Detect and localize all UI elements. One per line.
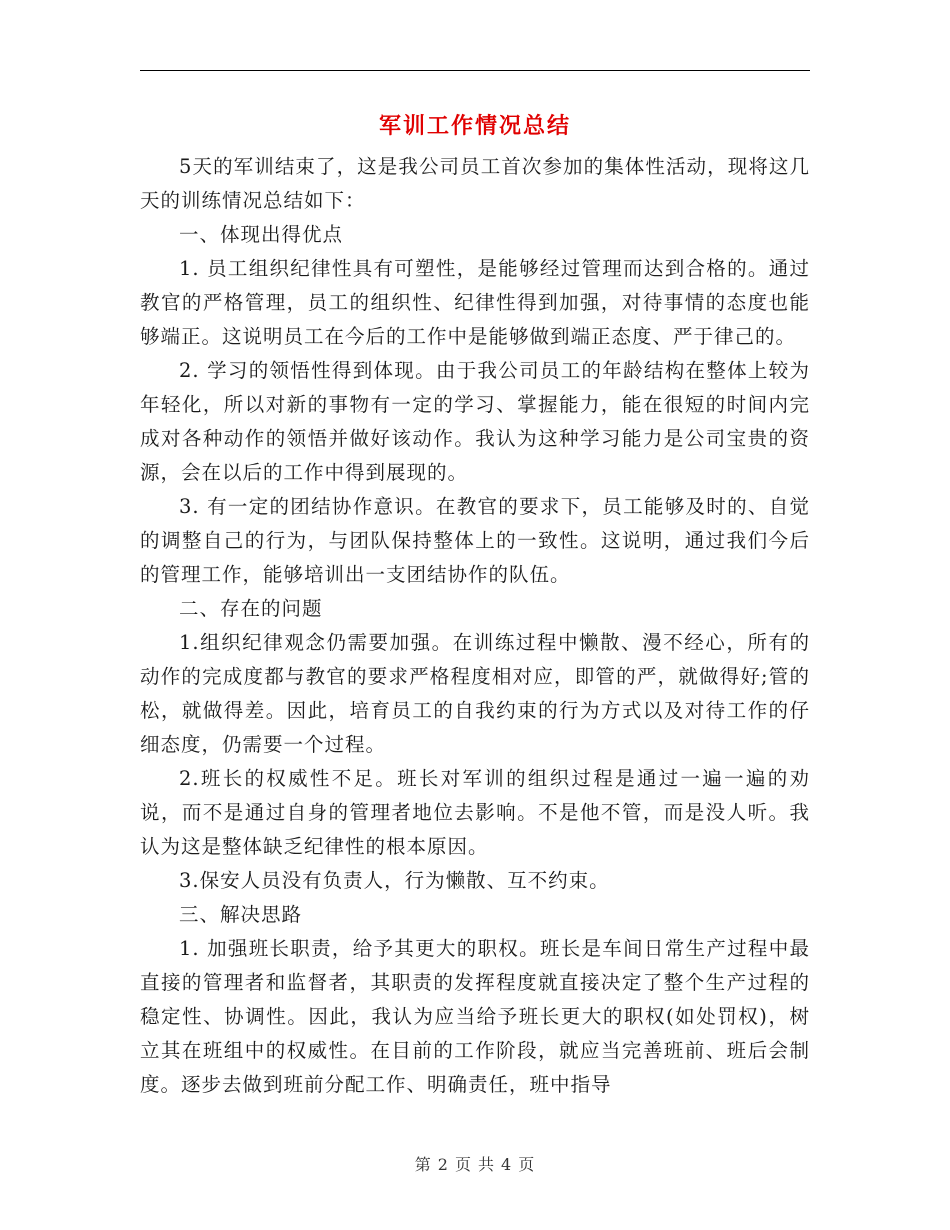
- paragraph-strength-2: 2. 学习的领悟性得到体现。由于我公司员工的年龄结构在整体上较为年轻化，所以对新的事物有一定的学习、掌握能力，能在很短的时间内完成对各种动作的领悟并做好该动作。我认为这种学习能力是公司宝贵的资源，会在以后的工作中得到展现的。: [140, 359, 810, 484]
- document-body: [140, 150, 810, 1102]
- footer-total-number: 4: [501, 1155, 513, 1174]
- paragraph-problem-2: 2.班长的权威性不足。班长对军训的组织过程是通过一遍一遍的劝说，而不是通过自身的管理者地位去影响。不是他不管，而是没人听。我认为这是整体缺乏纪律性的根本原因。: [140, 767, 810, 858]
- page-footer: [0, 1152, 950, 1175]
- paragraph-solution-1: 1. 加强班长职责，给予其更大的职权。班长是车间日常生产过程中最直接的管理者和监督者，其职责的发挥程度就直接决定了整个生产过程的稳定性、协调性。因此，我认为应当给予班长更大的职权(如处罚权)，树立其在班组中的权威性。在目前的工作阶段，就应当完善班前、班后会制度。逐步去做到班前分配工作、明确责任，班中指导: [140, 937, 810, 1096]
- header-rule: [140, 70, 810, 71]
- paragraph-problem-3: 3.保安人员没有负责人，行为懒散、互不约束。: [179, 869, 610, 892]
- footer-page-unit: 页: [454, 1155, 472, 1174]
- document-title: 军训工作情况总结: [378, 113, 571, 139]
- paragraph-problem-1: 1.组织纪律观念仍需要加强。在训练过程中懒散、漫不经心，所有的动作的完成度都与教官的要求严格程度相对应，即管的严，就做得好;管的松，就做得差。因此，培育员工的自我约束的行为方式以及对待工作的仔细态度，仍需要一个过程。: [140, 631, 810, 756]
- paragraph-strength-1: 1. 员工组织纪律性具有可塑性，是能够经过管理而达到合格的。通过教官的严格管理，员工的组织性、纪律性得到加强，对待事情的态度也能够端正。这说明员工在今后的工作中是能够做到端正态度、严于律己的。: [140, 257, 810, 348]
- paragraph-strength-3: 3. 有一定的团结协作意识。在教官的要求下，员工能够及时的、自觉的调整自己的行为，与团队保持整体上的一致性。这说明，通过我们今后的管理工作，能够培训出一支团结协作的队伍。: [140, 495, 810, 586]
- footer-page-number: 2: [437, 1155, 449, 1174]
- footer-page-label: 第: [414, 1155, 432, 1174]
- footer-total-unit: 页: [518, 1155, 536, 1174]
- paragraph-intro: 5天的军训结束了，这是我公司员工首次参加的集体性活动，现将这几天的训练情况总结如下：: [140, 155, 810, 212]
- section-heading-strengths: 一、体现出得优点: [179, 223, 344, 246]
- section-heading-problems: 二、存在的问题: [179, 597, 323, 620]
- section-heading-solutions: 三、解决思路: [179, 903, 303, 926]
- footer-total-label: 共: [478, 1155, 496, 1174]
